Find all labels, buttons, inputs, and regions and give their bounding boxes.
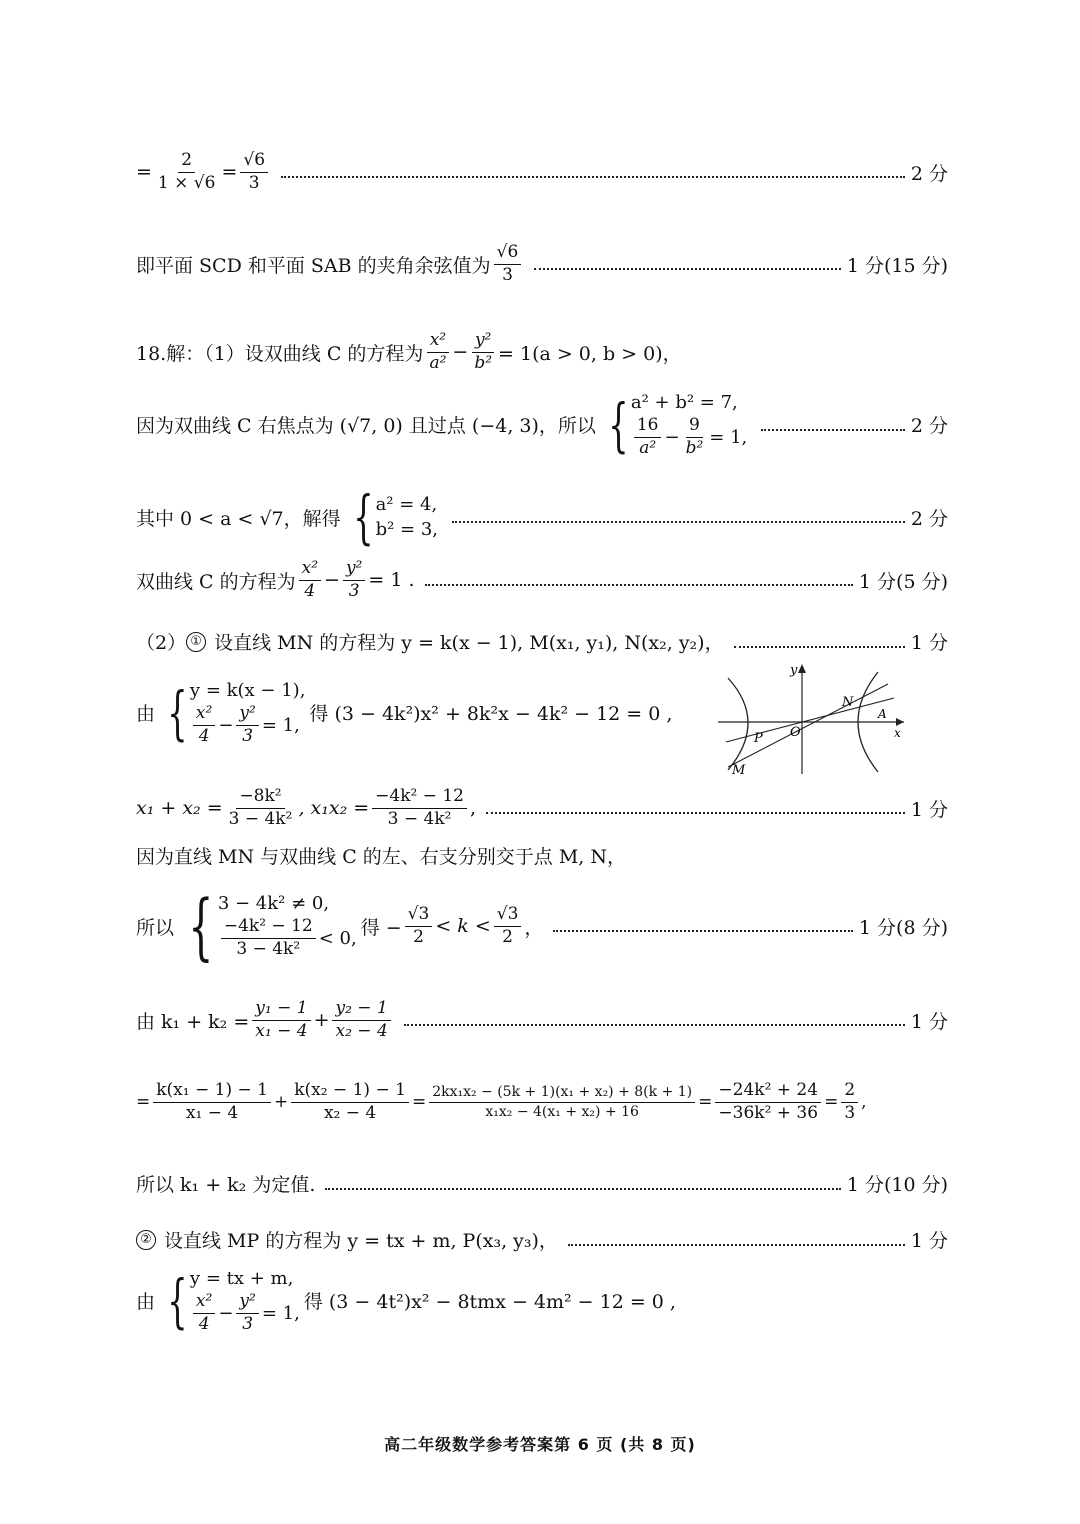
line-10	[136, 842, 948, 869]
text: 所以 k₁ + k₂ 为定值.	[136, 1174, 316, 1196]
label-y: y	[790, 663, 798, 678]
line-3	[136, 332, 948, 373]
text: 得 (3 − 4t²)x² − 8tmx − 4m² − 12 = 0 ,	[303, 1291, 676, 1314]
fraction: x² 4	[299, 560, 321, 601]
system-row: 3 − 4k² ≠ 0,	[217, 893, 330, 915]
line-8: 由 { y = k(x − 1), x² 4 − $\frac{\text{y²}}{3}$ = 1, 得 (3 − 4k²)x² + 8k²x − 4k² − 12 = 0 ,	[136, 678, 673, 747]
line-16: 由 { y = tx + m, x² 4 − $\frac{\text{y²}}{3}$ = 1, 得 (3 − 4t²)x² − 8tmx − 4m² − 12 = 0 ,	[136, 1266, 676, 1335]
line-mn	[726, 698, 894, 742]
equation-system: { y = tx + m, x² 4 − $\frac{\text{y²}}{3}$ = 1,	[167, 1266, 300, 1335]
leader-dots	[452, 521, 905, 523]
fraction: $\frac{\text{y₁ − 1}}{\text{x₁ − 4}}$	[252, 1000, 310, 1041]
y-arrow-icon	[798, 664, 806, 673]
equation-system: { 3 − 4k² ≠ 0, −4k² − 12 3 − 4k² < 0,	[188, 884, 357, 968]
leader-dots	[425, 584, 853, 586]
fraction: $\frac{\text{−8k²}}{\text{3 − 4k²}}$	[228, 786, 293, 829]
minus-sign: −	[452, 341, 469, 364]
fraction: $\frac{\text{2kx₁x₂ − (5k + 1)(x₁ + x₂) + 8(k + 1)}}{\text{x₁x₂ − 4(x₁ + x₂) + 16}}$	[429, 1085, 695, 1119]
line-2	[136, 244, 948, 285]
line-5	[136, 483, 948, 551]
label-o: O	[790, 725, 801, 740]
score: 1 分	[910, 1230, 948, 1252]
score: 1 分	[910, 632, 948, 654]
system-row: 16 a² − $\frac{9}{\text{b²}}$ = 1,	[631, 417, 747, 458]
fraction: $\frac{\text{−4k² − 12}}{\text{3 − 4k²}}$	[372, 788, 467, 829]
text: 因为双曲线 C 右焦点为 (√7, 0) 且过点 (−4, 3)，所以	[136, 415, 596, 438]
label-m: M	[732, 763, 746, 777]
text: 设直线 MN 的方程为 y = k(x − 1), M(x₁, y₁), N(x₂, y₂)，	[214, 632, 724, 654]
score: 1 分(10 分)	[846, 1174, 948, 1196]
line-13: = $\frac{\text{k(x₁ − 1) − 1}}{\text{x₁ − 4}}$ + $\frac{\text{k(x₂ − 1) − 1}}{\text{x₂ − 4}}$ = $\frac{\text{2kx₁x₂ − (5k + 1)(x₁ + x₂) + 8(k + 1)}}{\text{x₁x₂ − 4(x₁ + x₂) + 16}}$ = $\frac{\text{−24k² + 24}}{\text{−36k² + 36}}$ = $\frac{2}{3}$ ,	[136, 1080, 867, 1123]
circled-number: ②	[136, 1230, 156, 1250]
equation-system: { a² + b² = 7, 16 a² − $\frac{9}{\text{b²}}$ = 1,	[608, 390, 748, 459]
score: 2 分	[910, 507, 948, 530]
system-row: −4k² − 12 3 − 4k² < 0,	[218, 918, 357, 959]
text: 其中 0 < a < √7，解得	[136, 507, 341, 530]
line-11: 所以 { 3 − 4k² ≠ 0, −4k² − 12 3 − 4k² < 0, 得 − $\frac{√3}{2}$ < k < √3 2 ， 1 分(8 分)	[136, 884, 948, 968]
score: 1 分	[910, 1010, 948, 1033]
line-9: x₁ + x₂ = $\frac{\text{−8k²}}{\text{3 − 4k²}}$ , x₁x₂ = $\frac{\text{−4k² − 12}}{\text{3 − 4k²}}$ , 1 分	[136, 786, 948, 829]
fraction: $\frac{\text{k(x₂ − 1) − 1}}{\text{x₂ − 4}}$	[291, 1082, 409, 1123]
line-12: 由 k₁ + k₂ = $\frac{\text{y₁ − 1}}{\text{x₁ − 4}}$ + $\frac{\text{y₂ − 1}}{\text{x₂ − 4}}$ 1 分	[136, 998, 948, 1041]
line-1	[136, 152, 948, 193]
label-x: x	[894, 726, 901, 740]
line-mp	[728, 684, 888, 767]
label-a: A	[878, 707, 887, 721]
line-6: 双曲线 C 的方程为 x² 4 − $\frac{\text{y²}}{3}$ = 1 . 1 分(5 分)	[136, 558, 948, 601]
label-p: P	[754, 731, 763, 746]
leader-dots	[281, 176, 905, 178]
text: 因为直线 MN 与双曲线 C 的左、右支分别交于点 M, N，	[136, 846, 626, 868]
score: 2 分	[910, 415, 948, 438]
equals-sign: =	[136, 161, 152, 184]
system-row: x² 4 − $\frac{\text{y²}}{3}$ = 1,	[190, 705, 306, 746]
fraction: $\frac{2}{1 \times √6}$	[157, 150, 216, 193]
text: = 1(a > 0, b > 0)，	[498, 342, 682, 365]
score: 1 分	[910, 798, 948, 821]
line-7: （2） ① 设直线 MN 的方程为 y = k(x − 1), M(x₁, y₁), N(x₂, y₂)， 1 分	[136, 628, 948, 655]
fraction: $\frac{\text{y²}}{\text{b²}}$	[471, 332, 495, 373]
fraction: $\frac{\text{y₂ − 1}}{\text{x₂ − 4}}$	[332, 1000, 390, 1041]
system-row: b² = 3,	[375, 519, 438, 540]
text: 18.解：（1）设双曲线 C 的方程为	[136, 342, 424, 365]
leader-dots	[404, 1024, 905, 1026]
line-14	[136, 1170, 948, 1197]
score: 1 分(5 分)	[858, 570, 948, 593]
leader-dots	[734, 646, 905, 648]
system-row: y = tx + m,	[189, 1268, 294, 1289]
equals-sign: =	[221, 161, 238, 184]
fraction: $\frac{\text{y²}}{3}$	[343, 560, 365, 601]
equation-system: { a² = 4, b² = 3,	[352, 483, 438, 551]
system-row: a² = 4,	[375, 494, 438, 515]
leader-dots	[553, 930, 852, 932]
circled-number: ①	[186, 632, 206, 652]
score: 2 分	[910, 162, 948, 185]
fraction: √6 3	[494, 244, 522, 285]
system-row: y = k(x − 1),	[189, 680, 306, 701]
fraction: $\frac{2}{3}$	[841, 1082, 858, 1123]
score: 1 分(8 分)	[858, 916, 948, 939]
text: 双曲线 C 的方程为	[136, 570, 296, 593]
leader-dots	[486, 812, 905, 814]
text: 得 (3 − 4k²)x² + 8k²x − 4k² − 12 = 0 ,	[309, 703, 673, 726]
hyperbola-figure	[718, 662, 908, 777]
system-row: a² + b² = 7,	[630, 392, 738, 413]
line-15	[136, 1226, 948, 1253]
fraction: $\frac{√6}{3}$	[240, 152, 268, 193]
line-4	[136, 392, 948, 458]
left-branch	[728, 678, 748, 770]
fraction: √3 2	[494, 906, 522, 947]
equation-system: { y = k(x − 1), x² 4 − $\frac{\text{y²}}{3}$ = 1,	[167, 678, 306, 747]
leader-dots	[568, 1244, 905, 1246]
fraction: $\frac{√3}{2}$	[405, 906, 433, 947]
leader-dots	[534, 268, 841, 270]
label-n: N	[842, 695, 854, 710]
score: 1 分(15 分)	[846, 254, 948, 277]
fraction: x² a²	[426, 332, 449, 373]
minus-sign: −	[324, 569, 340, 592]
fraction: $\frac{\text{−24k² + 24}}{\text{−36k² + 36}}$	[715, 1082, 821, 1123]
text: 即平面 SCD 和平面 SAB 的夹角余弦值为	[136, 254, 491, 277]
leader-dots	[325, 1188, 840, 1190]
leader-dots	[761, 429, 905, 431]
system-row: x² 4 − $\frac{\text{y²}}{3}$ = 1,	[190, 1293, 300, 1334]
fraction: $\frac{\text{k(x₁ − 1) − 1}}{\text{x₁ − 4}}$	[153, 1082, 271, 1123]
page-footer: 高二年级数学参考答案第 6 页 (共 8 页)	[384, 1435, 696, 1454]
x-arrow-icon	[896, 718, 904, 726]
text: 设直线 MP 的方程为 y = tx + m, P(x₃, y₃)，	[164, 1230, 558, 1252]
